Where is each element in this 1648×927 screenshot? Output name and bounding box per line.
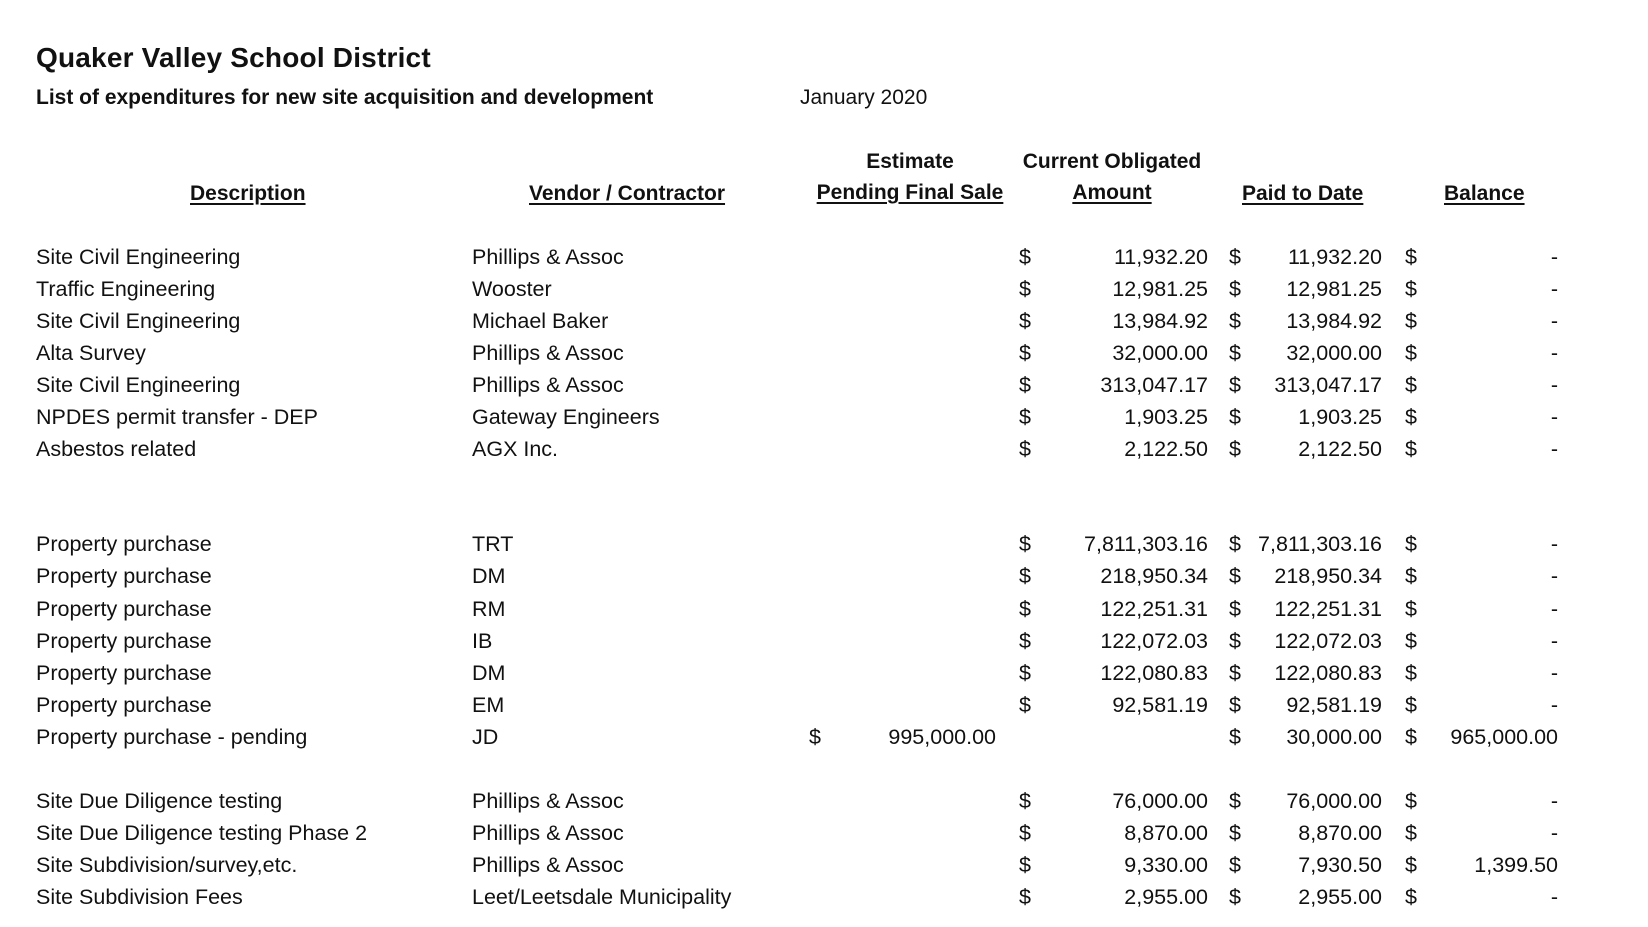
cell-vendor: Phillips & Assoc [472, 853, 624, 877]
cell-balance: - [1550, 629, 1558, 653]
cell-obligated-currency: $ [1019, 341, 1031, 365]
cell-balance: - [1550, 277, 1558, 301]
cell-paid: 8,870.00 [1298, 821, 1382, 845]
cell-paid: 7,811,303.16 [1258, 532, 1382, 556]
cell-paid-currency: $ [1229, 661, 1241, 685]
cell-paid-currency: $ [1229, 309, 1241, 333]
cell-balance: - [1550, 532, 1558, 556]
cell-obligated: 9,330.00 [1124, 853, 1208, 877]
cell-paid: 2,955.00 [1298, 885, 1382, 909]
column-header-estimate-line1: Estimate [866, 150, 954, 173]
cell-vendor: TRT [472, 532, 514, 556]
cell-obligated-currency: $ [1019, 853, 1031, 877]
page-title: Quaker Valley School District [36, 42, 431, 73]
cell-estimate: 995,000.00 [888, 725, 996, 749]
column-header-obligated-line1: Current Obligated [1022, 150, 1202, 173]
cell-obligated: 122,072.03 [1100, 629, 1208, 653]
cell-description: Property purchase - pending [36, 725, 308, 749]
table-row [0, 528, 1648, 560]
cell-balance: - [1550, 341, 1558, 365]
cell-paid: 1,903.25 [1298, 405, 1382, 429]
table-row [0, 593, 1648, 625]
cell-obligated: 2,122.50 [1124, 437, 1208, 461]
cell-balance: - [1550, 309, 1558, 333]
cell-balance-currency: $ [1405, 789, 1417, 813]
cell-description: Property purchase [36, 629, 212, 653]
cell-obligated: 11,932.20 [1113, 245, 1208, 269]
cell-paid: 92,581.19 [1286, 693, 1382, 717]
cell-balance-currency: $ [1405, 597, 1417, 621]
table-row [0, 785, 1648, 817]
cell-obligated: 7,811,303.16 [1084, 532, 1208, 556]
cell-vendor: AGX Inc. [472, 437, 559, 461]
table-row [0, 401, 1648, 433]
cell-vendor: Phillips & Assoc [472, 821, 624, 845]
cell-paid-currency: $ [1229, 405, 1241, 429]
table-row [0, 689, 1648, 721]
cell-obligated-currency: $ [1019, 661, 1031, 685]
cell-obligated-currency: $ [1019, 629, 1031, 653]
table-row [0, 273, 1648, 305]
cell-vendor: Wooster [472, 277, 552, 301]
cell-paid: 12,981.25 [1286, 277, 1382, 301]
cell-vendor: RM [472, 597, 506, 621]
cell-paid-currency: $ [1229, 789, 1241, 813]
cell-vendor: DM [472, 661, 506, 685]
cell-description: Property purchase [36, 661, 212, 685]
cell-balance-currency: $ [1405, 725, 1417, 749]
cell-obligated-currency: $ [1019, 277, 1031, 301]
table-row [0, 305, 1648, 337]
cell-description: Site Subdivision Fees [36, 885, 243, 909]
cell-balance-currency: $ [1405, 341, 1417, 365]
cell-vendor: Phillips & Assoc [472, 245, 624, 269]
cell-description: Site Due Diligence testing [36, 789, 283, 813]
column-header-obligated-line2: Amount [1072, 181, 1152, 204]
page-subtitle: List of expenditures for new site acquisition and development [36, 86, 654, 109]
cell-balance: - [1550, 564, 1558, 588]
cell-description: Traffic Engineering [36, 277, 216, 301]
cell-obligated-currency: $ [1019, 693, 1031, 717]
cell-balance: 965,000.00 [1450, 725, 1558, 749]
cell-description: Asbestos related [36, 437, 197, 461]
cell-paid-currency: $ [1229, 277, 1241, 301]
cell-obligated: 2,955.00 [1124, 885, 1208, 909]
table-row [0, 560, 1648, 592]
cell-vendor: Phillips & Assoc [472, 373, 624, 397]
cell-balance-currency: $ [1405, 853, 1417, 877]
cell-obligated-currency: $ [1019, 564, 1031, 588]
cell-paid-currency: $ [1229, 853, 1241, 877]
cell-obligated: 1,903.25 [1124, 405, 1208, 429]
cell-balance: - [1550, 437, 1558, 461]
cell-paid-currency: $ [1229, 437, 1241, 461]
cell-paid: 122,080.83 [1274, 661, 1382, 685]
cell-balance-currency: $ [1405, 245, 1417, 269]
cell-balance-currency: $ [1405, 309, 1417, 333]
table-row [0, 625, 1648, 657]
cell-obligated: 76,000.00 [1112, 789, 1208, 813]
cell-description: Property purchase [36, 597, 212, 621]
cell-obligated-currency: $ [1019, 532, 1031, 556]
cell-balance-currency: $ [1405, 405, 1417, 429]
cell-balance-currency: $ [1405, 661, 1417, 685]
cell-paid-currency: $ [1229, 629, 1241, 653]
cell-paid-currency: $ [1229, 821, 1241, 845]
cell-paid: 7,930.50 [1298, 853, 1382, 877]
cell-balance: - [1550, 693, 1558, 717]
table-row [0, 433, 1648, 465]
cell-description: Site Civil Engineering [36, 245, 241, 269]
cell-vendor: Michael Baker [472, 309, 609, 333]
column-header-vendor: Vendor / Contractor [529, 182, 726, 205]
table-row [0, 337, 1648, 369]
cell-description: Property purchase [36, 693, 212, 717]
cell-balance: 1,399.50 [1474, 853, 1558, 877]
cell-paid: 32,000.00 [1286, 341, 1382, 365]
column-header-description: Description [190, 182, 306, 205]
cell-obligated: 313,047.17 [1100, 373, 1208, 397]
cell-vendor: Phillips & Assoc [472, 341, 624, 365]
cell-obligated: 12,981.25 [1112, 277, 1208, 301]
cell-paid: 122,251.31 [1274, 597, 1382, 621]
column-header-paid: Paid to Date [1242, 182, 1364, 205]
cell-paid-currency: $ [1229, 693, 1241, 717]
table-row [0, 657, 1648, 689]
cell-balance: - [1550, 597, 1558, 621]
cell-paid-currency: $ [1229, 373, 1241, 397]
cell-paid: 2,122.50 [1298, 437, 1382, 461]
cell-vendor: Leet/Leetsdale Municipality [472, 885, 732, 909]
cell-obligated-currency: $ [1019, 245, 1031, 269]
cell-paid-currency: $ [1229, 341, 1241, 365]
cell-vendor: DM [472, 564, 506, 588]
cell-balance-currency: $ [1405, 532, 1417, 556]
cell-paid: 13,984.92 [1286, 309, 1382, 333]
cell-obligated-currency: $ [1019, 885, 1031, 909]
table-row [0, 849, 1648, 881]
cell-vendor: EM [472, 693, 505, 717]
cell-balance: - [1550, 245, 1558, 269]
cell-balance-currency: $ [1405, 277, 1417, 301]
cell-description: Site Due Diligence testing Phase 2 [36, 821, 368, 845]
cell-obligated: 218,950.34 [1100, 564, 1208, 588]
cell-paid: 76,000.00 [1286, 789, 1382, 813]
column-header-balance: Balance [1444, 182, 1525, 205]
cell-vendor: Phillips & Assoc [472, 789, 624, 813]
cell-description: Alta Survey [36, 341, 146, 365]
cell-balance-currency: $ [1405, 564, 1417, 588]
cell-description: Site Civil Engineering [36, 309, 241, 333]
cell-estimate-currency: $ [809, 725, 821, 749]
cell-obligated: 122,251.31 [1100, 597, 1208, 621]
report-date: January 2020 [800, 86, 928, 109]
cell-vendor: JD [472, 725, 499, 749]
cell-description: Property purchase [36, 532, 212, 556]
cell-paid: 11,932.20 [1287, 245, 1382, 269]
table-row [0, 881, 1648, 913]
cell-vendor: IB [472, 629, 493, 653]
cell-balance: - [1550, 885, 1558, 909]
cell-balance-currency: $ [1405, 821, 1417, 845]
table-row [0, 817, 1648, 849]
cell-balance-currency: $ [1405, 373, 1417, 397]
column-header-estimate-line2: Pending Final Sale [816, 181, 1004, 204]
cell-obligated: 13,984.92 [1112, 309, 1208, 333]
cell-paid-currency: $ [1229, 245, 1241, 269]
cell-balance: - [1550, 661, 1558, 685]
cell-balance-currency: $ [1405, 885, 1417, 909]
cell-obligated-currency: $ [1019, 437, 1031, 461]
cell-obligated-currency: $ [1019, 405, 1031, 429]
cell-obligated-currency: $ [1019, 821, 1031, 845]
cell-obligated-currency: $ [1019, 309, 1031, 333]
table-row [0, 369, 1648, 401]
cell-obligated: 8,870.00 [1124, 821, 1208, 845]
cell-paid: 30,000.00 [1286, 725, 1382, 749]
cell-description: Site Civil Engineering [36, 373, 241, 397]
table-row [0, 721, 1648, 753]
cell-vendor: Gateway Engineers [472, 405, 660, 429]
cell-balance-currency: $ [1405, 629, 1417, 653]
cell-paid-currency: $ [1229, 564, 1241, 588]
cell-description: NPDES permit transfer - DEP [36, 405, 318, 429]
cell-paid: 122,072.03 [1274, 629, 1382, 653]
cell-obligated: 92,581.19 [1112, 693, 1208, 717]
cell-obligated: 122,080.83 [1100, 661, 1208, 685]
cell-balance: - [1550, 373, 1558, 397]
cell-obligated-currency: $ [1019, 597, 1031, 621]
cell-obligated-currency: $ [1019, 789, 1031, 813]
cell-paid: 218,950.34 [1274, 564, 1382, 588]
cell-description: Property purchase [36, 564, 212, 588]
cell-paid-currency: $ [1229, 725, 1241, 749]
cell-description: Site Subdivision/survey,etc. [36, 853, 298, 877]
cell-paid-currency: $ [1229, 532, 1241, 556]
cell-balance-currency: $ [1405, 693, 1417, 717]
cell-balance: - [1550, 821, 1558, 845]
cell-paid-currency: $ [1229, 885, 1241, 909]
cell-balance-currency: $ [1405, 437, 1417, 461]
cell-paid-currency: $ [1229, 597, 1241, 621]
cell-obligated-currency: $ [1019, 373, 1031, 397]
cell-balance: - [1550, 405, 1558, 429]
cell-balance: - [1550, 789, 1558, 813]
cell-paid: 313,047.17 [1274, 373, 1382, 397]
cell-obligated: 32,000.00 [1112, 341, 1208, 365]
table-row [0, 241, 1648, 273]
